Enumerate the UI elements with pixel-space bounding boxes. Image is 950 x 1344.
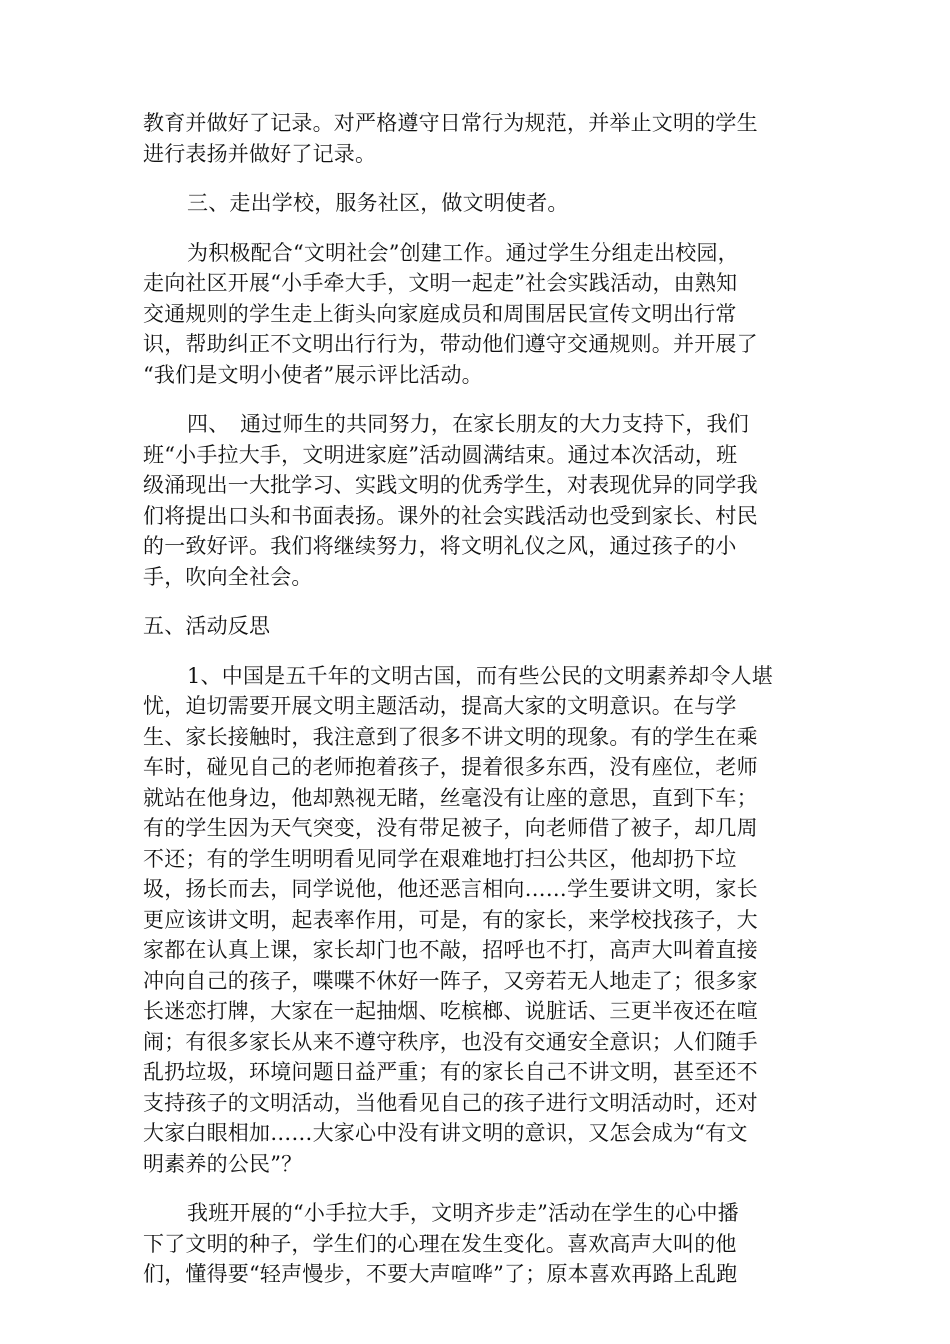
text-line: 明素养的公民”？	[143, 1151, 303, 1176]
paragraph-section-4	[143, 409, 807, 592]
text-line: 长迷恋打牌，大家在一起抽烟、吃槟榔、说脏话、三更半夜还在喧	[143, 999, 758, 1023]
paragraph-reflection-1	[143, 661, 807, 1180]
text-line: 交通规则的学生走上街头向家庭成员和周围居民宣传文明出行常	[143, 301, 737, 326]
text-line: 更应该讲文明，起表率作用，可是，有的家长，来学校找孩子，大	[143, 907, 758, 932]
paragraph-reflection-2	[143, 1198, 807, 1290]
text-line: “我们是文明小使者”展示评比活动。	[143, 362, 483, 387]
text-line: 生、家长接触时，我注意到了很多不讲文明的现象。有的学生在乘	[143, 724, 758, 749]
text-line: 手，吹向全社会。	[143, 564, 313, 589]
text-line: 识，帮助纠正不文明出行行为，带动他们遵守交通规则。并开展了	[143, 332, 758, 356]
section-heading-3	[143, 188, 807, 219]
heading-line: 三、走出学校，服务社区，做文明使者。	[187, 191, 569, 215]
text-line: 车时，碰见自己的老师抱着孩子，提着很多东西，没有座位，老师	[143, 755, 758, 779]
text-line: 们，懂得要“轻声慢步，不要大声喧哗”了；原本喜欢再路上乱跑	[143, 1262, 738, 1286]
text-line: 乱扔垃圾，环境问题日益严重；有的家长自己不讲文明，甚至还不	[143, 1060, 758, 1084]
text-line: 圾，扬长而去，同学说他，他还恶言相向……学生要讲文明，家长	[143, 877, 758, 901]
text-line: 就站在他身边，他却熟视无睹，丝毫没有让座的意思，直到下车；	[143, 785, 758, 810]
heading-line: 五、活动反思	[143, 614, 271, 638]
text-line: 忧，迫切需要开展文明主题活动，提高大家的文明意识。在与学	[143, 694, 737, 718]
text-line: 支持孩子的文明活动，当他看见自己的孩子进行文明活动时，还对	[143, 1090, 758, 1115]
text-line: 1、中国是五千年的文明古国，而有些公民的文明素养却令人堪	[187, 663, 773, 688]
text-line: 下了文明的种子，学生们的心理在发生变化。喜欢高声大叫的他	[143, 1231, 737, 1256]
text-line: 进行表扬并做好了记录。	[143, 141, 377, 166]
text-line: 我班开展的“小手拉大手，文明齐步走”活动在学生的心中播	[187, 1201, 739, 1225]
text-line: 走向社区开展“小手牵大手，文明一起走”社会实践活动，由熟知	[143, 271, 738, 295]
section-heading-5	[143, 611, 807, 642]
paragraph-record	[143, 108, 807, 169]
paragraph-community	[143, 238, 807, 391]
text-line: 为积极配合“文明社会”创建工作。通过学生分组走出校园，	[187, 240, 739, 265]
text-line: 教育并做好了记录。对严格遵守日常行为规范，并举止文明的学生	[143, 111, 758, 135]
text-line: 闹；有很多家长从来不遵守秩序，也没有交通安全意识；人们随手	[143, 1029, 758, 1054]
text-line: 家都在认真上课，家长却门也不敲，招呼也不打，高声大叫着直接	[143, 938, 758, 962]
text-line: 四、 通过师生的共同努力，在家长朋友的大力支持下，我们	[187, 412, 749, 436]
text-line: 们将提出口头和书面表扬。课外的社会实践活动也受到家长、村民	[143, 503, 758, 528]
document-body	[143, 108, 807, 1290]
text-line: 有的学生因为天气突变，没有带足被子，向老师借了被子，却几周	[143, 816, 758, 840]
text-line: 班“小手拉大手，文明进家庭”活动圆满结束。通过本次活动，班	[143, 442, 738, 467]
text-line: 冲向自己的孩子，喋喋不休好一阵子，又旁若无人地走了；很多家	[143, 968, 758, 993]
text-line: 的一致好评。我们将继续努力，将文明礼仪之风，通过孩子的小	[143, 534, 737, 558]
text-line: 大家白眼相加……大家心中没有讲文明的意识，又怎会成为“有文	[143, 1121, 748, 1145]
text-line: 不还；有的学生明明看见同学在艰难地打扫公共区，他却扔下垃	[143, 846, 737, 871]
text-line: 级涌现出一大批学习、实践文明的优秀学生，对表现优异的同学我	[143, 473, 758, 497]
